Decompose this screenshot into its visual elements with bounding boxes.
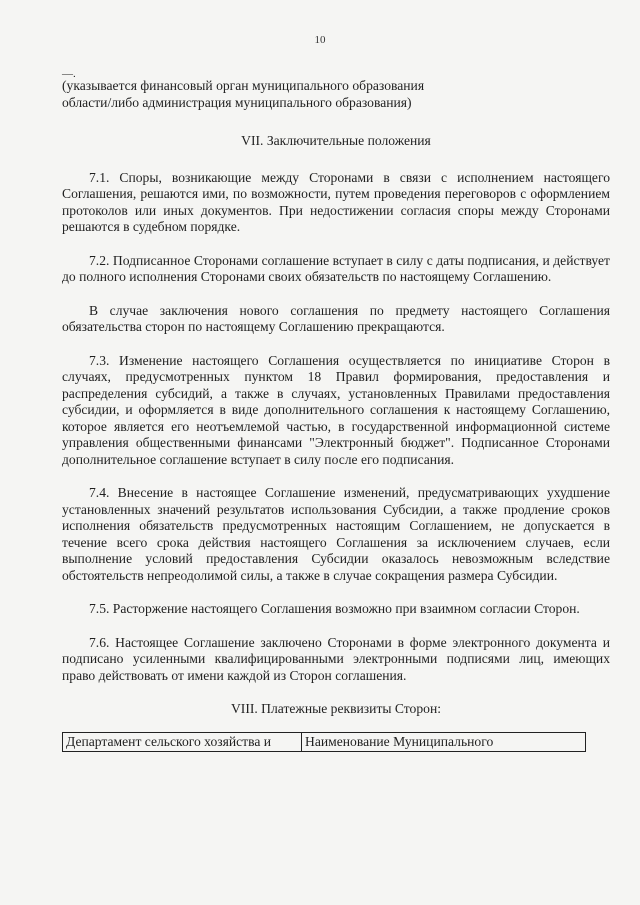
page-number: 10 xyxy=(314,34,326,46)
document-body xyxy=(62,70,610,752)
payment-details-table xyxy=(62,732,586,753)
paragraph-7-1: 7.1. Споры, возникающие между Сторонами в связи с исполнением настоящего Соглашения, решаются ими, по возможности, путем проведения переговоров с оформлением протоколов или иных документов. При недостижении согласия споры между Сторонами решаются в судебном порядке. xyxy=(62,169,610,234)
table-cell-department: Департамент сельского хозяйства и xyxy=(63,732,302,752)
note-line-2: области/либо администрация муниципального образования) xyxy=(62,94,412,110)
table-cell-municipality: Наименование Муниципального xyxy=(302,732,586,752)
paragraph-7-5: 7.5. Расторжение настоящего Соглашения возможно при взаимном согласии Сторон. xyxy=(89,601,580,616)
section-7-title: VII. Заключительные положения xyxy=(241,133,431,148)
paragraph-new-agreement: В случае заключения нового соглашения по предмету настоящего Соглашения обязательства сторон по настоящему Соглашению прекращаются. xyxy=(62,302,610,334)
paragraph-7-6: 7.6. Настоящее Соглашение заключено Сторонами в форме электронного документа и подписано усиленными квалифицированными электронными подписями лиц, имеющих право действовать от имени каждой из Сторон соглашения. xyxy=(62,634,610,683)
blank-field-dash: —. xyxy=(62,68,76,80)
note-line-1: (указывается финансовый орган муниципального образования xyxy=(62,78,425,93)
section-8-title: VIII. Платежные реквизиты Сторон: xyxy=(230,701,442,716)
table-row xyxy=(63,732,586,752)
paragraph-7-4: 7.4. Внесение в настоящее Соглашение изменений, предусматривающих ухудшение установленных значений результатов использования Субсидии, а также продление сроков исполнения обязательств предусмотренных настоящим Соглашением, не допускается в течение всего срока действия настоящего Соглашения за исключением случаев, если выполнение условий предоставления Субсидии оказалось невозможным вследствие обстоятельств непреодолимой силы, а также в случае сокращения размера Субсидии. xyxy=(62,485,610,583)
paragraph-7-3: 7.3. Изменение настоящего Соглашения осуществляется по инициативе Сторон в случаях, предусмотренных пунктом 18 Правил формирования, предоставления и распределения субсидий, а также в случаях, установленных Правилами предоставления субсидии, и оформляется в виде дополнительного соглашения к настоящему Соглашению, которое является его неотъемлемой частью, в государственной информационной системе управления общественными финансами "Электронный бюджет". Подписанное Сторонами дополнительное соглашение вступает в силу после его подписания. xyxy=(62,352,610,467)
paragraph-7-2: 7.2. Подписанное Сторонами соглашение вступает в силу с даты подписания, и действует до полного исполнения Сторонами своих обязательств по настоящему Соглашению. xyxy=(62,252,610,284)
